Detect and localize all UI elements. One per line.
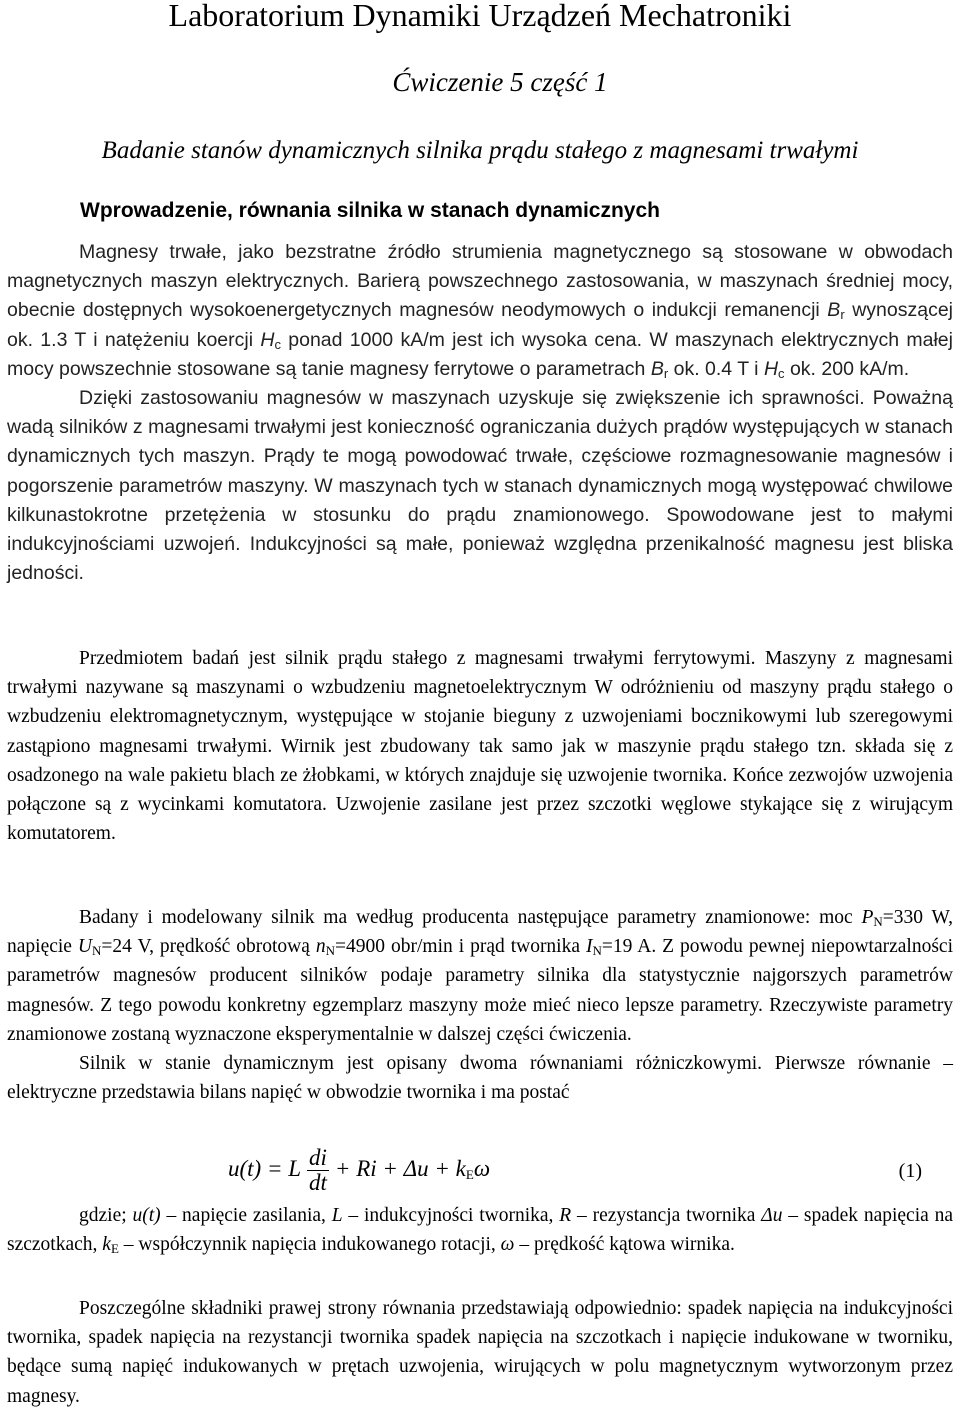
intro-paragraph [7, 238, 953, 588]
paragraph-equation-terms: Poszczególne składniki prawej strony równania przedstawiają odpowiednio: spadek napięcia na indukcyjności twornika, spadek napięcia na rezystancji twornika spadek napięcia na szczotkach i napięcie indukowane w tworniku, będące sumą napięć indukowanych w prętach uzwojenia, wirujących w polu magnetycznym wytworzonym przez magnesy. [7, 1298, 953, 1407]
intro-text-4: ok. 0.4 T i [668, 357, 764, 380]
where-text-7: – prędkość kątowa wirnika. [514, 1234, 735, 1256]
symbol-ut: u(t) [132, 1205, 161, 1226]
equation-rhs: + Ri + Δu + k [334, 1155, 466, 1181]
symbol-k: k [102, 1234, 111, 1256]
subscript-c-2: c [778, 365, 785, 381]
document-title: Laboratorium Dynamiki Urządzeń Mechatroniki [168, 0, 792, 33]
params-text-1: Badany i modelowany silnik ma według producenta następujące parametry znamionowe: moc [79, 907, 862, 928]
equation [228, 1146, 490, 1195]
where-text-1: gdzie; [79, 1205, 133, 1226]
subscript-n-1: N [873, 914, 883, 929]
subscript-r-2: r [663, 365, 669, 381]
equation-number: (1) [898, 1160, 922, 1182]
where-text-5: – spadek napięcia na szczotkach, [7, 1205, 954, 1256]
equation-block [0, 1138, 960, 1202]
symbol-h-2: H [763, 357, 779, 380]
params-text-2: =330 W, napięcie [7, 907, 953, 958]
intro-text-3: ponad 1000 kA/m jest ich wysoka cena. W maszynach elektrycznych małej mocy powszechnie stosowane są tanie magnesy ferrytowe o parametrach [7, 328, 953, 380]
symbol-h: H [260, 328, 275, 351]
symbol-p: P [861, 907, 874, 928]
intro-text-6: Dzięki zastosowaniu magnesów w maszynach uzyskuje się zwiększenie ich sprawności. Poważną wadą silników z magnesami trwałymi jest konieczność ograniczania dużych prądów występujących w stanach dynamicznych tych maszyn. Prądy te mogą powodować trwałe, częściowe rozmagnesowanie magnesów i pogorszenie parametrów maszyny. W maszynach tych w stanach dynamicznych mogą występować chwilowe kilkunastokrotne przetężenia w stosunku do prądu znamionowego. Spowodowane jest to małymi indukcyjnościami uzwojeń. Indukcyjności są małe, ponieważ względna przenikalność magnesu jest bliska jedności. [7, 387, 953, 585]
symbol-u: U [77, 936, 93, 958]
equation-subscript: E [465, 1166, 474, 1182]
section-heading: Wprowadzenie, równania silnika w stanach dynamicznych [80, 199, 660, 222]
symbol-n: n [315, 936, 326, 958]
symbol-i: I [585, 936, 593, 958]
subscript-c: c [274, 336, 281, 352]
intro-text-2: wynoszącej ok. 1.3 T i natężeniu koercji [7, 299, 954, 351]
subscript-n-2: N [92, 943, 102, 959]
fraction-denominator: dt [309, 1170, 327, 1195]
params-text-5: =19 A. Z powodu pewnej niepowtarzalności parametrów magnesów producent silników podaje parametry silnika dla statystycznie najgorszych parametrów magnesów. Z tego powodu konkretny egzemplarz maszyny może mieć nieco lepsze parametry. Rzeczywiste parametry znamionowe zostaną wyznaczone eksperymentalnie w dalszej części ćwiczenia. [7, 936, 953, 1045]
symbol-l: L [331, 1205, 343, 1226]
subscript-e: E [110, 1241, 119, 1257]
intro-text-1: Magnesy trwałe, jako bezstratne źródło strumienia magnetycznego są stosowane w obwodach magnetycznych maszyn elektrycznych. Barierą powszechnego zastosowania, w maszynach średniej mocy, obecnie dostępnych wysokoenergetycznych magnesów neodymowych o indukcji remanencji [7, 241, 953, 322]
subscript-r: r [840, 307, 845, 323]
where-text-2: – napięcie zasilania, [160, 1205, 332, 1226]
where-text-3: – indukcyjności twornika, [342, 1205, 560, 1226]
topic-title: Badanie stanów dynamicznych silnika prądu stałego z magnesami trwałymi [101, 137, 859, 164]
equation-lhs: u(t) = L [228, 1155, 302, 1181]
symbol-definitions [7, 1201, 953, 1259]
symbol-omega: ω [500, 1234, 515, 1256]
where-text-4: – rezystancja twornika [571, 1205, 762, 1226]
paragraph-motor-parameters [7, 903, 953, 1107]
equation-omega: ω [473, 1155, 491, 1181]
params-text-4: =4900 obr/min i prąd twornika [335, 936, 586, 958]
fraction-numerator: di [309, 1145, 327, 1170]
params-text-6: Silnik w stanie dynamicznym jest opisany dwoma równaniami różniczkowymi. Pierwsze równanie – elektryczne przedstawia bilans napięć w obwodzie twornika i ma postać [7, 1053, 953, 1104]
intro-text-5: ok. 200 kA/m. [784, 357, 910, 380]
where-text-6: – współczynnik napięcia indukowanego rotacji, [118, 1234, 501, 1256]
exercise-title: Ćwiczenie 5 część 1 [392, 67, 608, 97]
subscript-n-4: N [592, 943, 602, 959]
paragraph-motor-description: Przedmiotem badań jest silnik prądu stałego z magnesami trwałymi ferrytowymi. Maszyny z magnesami trwałymi nazywane są maszynami o wzbudzeniu magnetoelektrycznym W odróżnieniu od maszyny prądu stałego o wzbudzeniu elektromagnetycznym, występujące w stojanie bieguny z uzwojeniami bocznikowymi lub szeregowymi zastąpiono magnesami trwałymi. Wirnik jest zbudowany tak samo jak w maszynie prądu stałego tzn. składa się z osadzonego na wale pakietu blach ze żłobkami, w których znajduje się uzwojenie twornika. Końce zezwojów uzwojenia połączone są z wycinkami komutatora. Uzwojenie zasilane jest przez szczotki węglowe stykające się z wirującym komutatorem. [7, 648, 953, 845]
symbol-b-2: B [650, 357, 664, 380]
equation-fraction [307, 1146, 329, 1195]
params-text-3: =24 V, prędkość obrotową [101, 936, 316, 958]
subscript-n-3: N [325, 943, 336, 959]
symbol-r: R [559, 1205, 572, 1226]
symbol-b: B [827, 299, 841, 322]
symbol-du: Δu [761, 1205, 783, 1226]
